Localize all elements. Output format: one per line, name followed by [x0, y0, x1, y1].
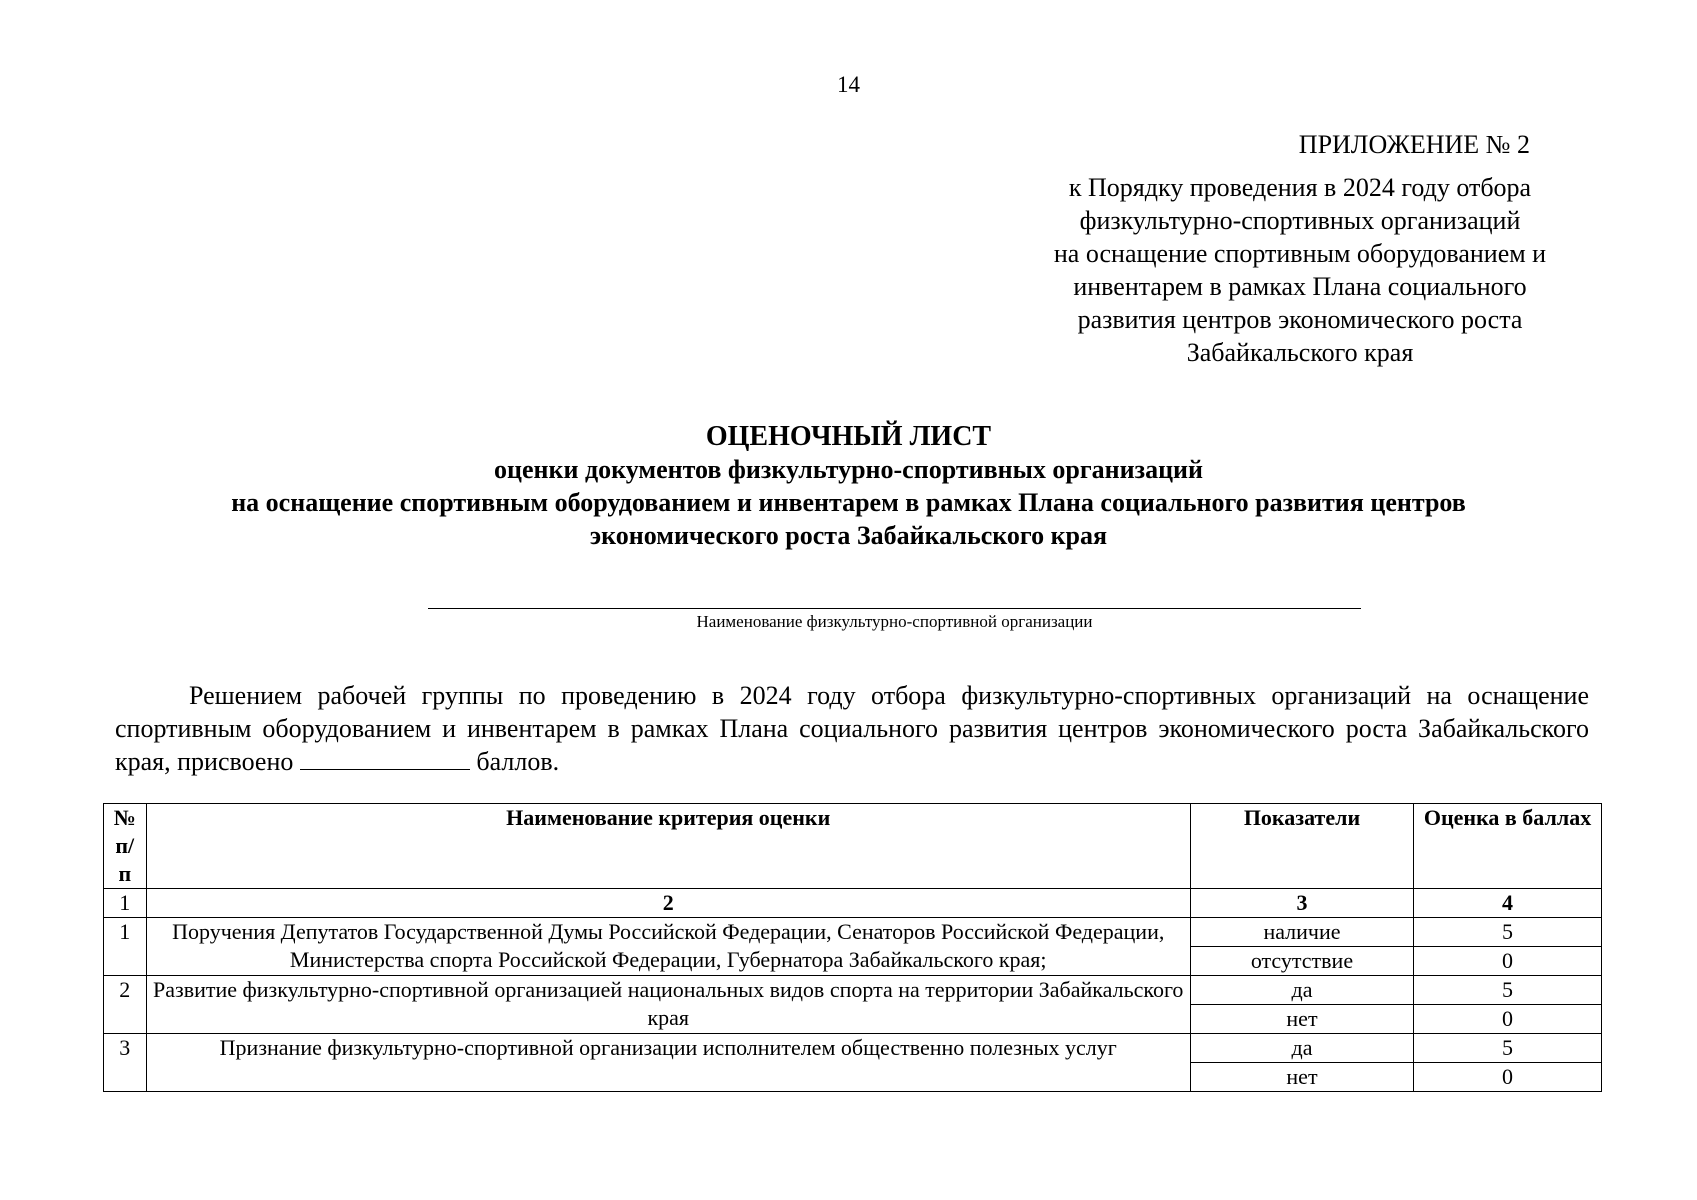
title-line: на оснащение спортивным оборудованием и инвентарем в рамках Плана социального развития центров	[231, 488, 1466, 517]
column-index: 1	[104, 889, 147, 918]
criterion-name: Признание физкультурно-спортивной организации исполнителем общественно полезных услуг	[146, 1034, 1190, 1092]
column-index: 3	[1190, 889, 1413, 918]
column-index: 4	[1414, 889, 1602, 918]
indicator: нет	[1190, 1063, 1413, 1092]
organization-name-caption: Наименование физкультурно-спортивной организации	[696, 612, 1093, 631]
row-num: 1	[104, 918, 147, 976]
title-line: ОЦЕНОЧНЫЙ ЛИСТ	[705, 421, 992, 452]
score: 5	[1414, 918, 1602, 947]
criterion-name: Поручения Депутатов Государственной Думы Российской Федерации, Сенаторов Российской Федерации, Министерства спорта Российской Федерации, Губернатора Забайкальского края;	[146, 918, 1190, 976]
document-title	[0, 420, 1697, 552]
header-name: Наименование критерия оценки	[146, 804, 1190, 889]
score: 0	[1414, 1005, 1602, 1034]
column-index: 2	[146, 889, 1190, 918]
decision-paragraph	[115, 679, 1589, 778]
appendix-line: физкультурно-спортивных организаций	[1079, 206, 1521, 235]
indicator: нет	[1190, 1005, 1413, 1034]
criterion-name: Развитие физкультурно-спортивной организацией национальных видов спорта на территории Забайкальского края	[146, 976, 1190, 1034]
indicator: да	[1190, 976, 1413, 1005]
header-score: Оценка в баллах	[1414, 804, 1602, 889]
score: 5	[1414, 1034, 1602, 1063]
appendix-line: Забайкальского края	[1186, 338, 1414, 367]
header-num: № п/п	[104, 804, 147, 889]
indicator: отсутствие	[1190, 947, 1413, 976]
appendix-line: к Порядку проведения в 2024 году отбора	[1068, 173, 1532, 202]
criteria-table	[103, 803, 1602, 1092]
appendix-title: ПРИЛОЖЕНИЕ № 2	[1298, 130, 1530, 159]
appendix-line: инвентарем в рамках Плана социального	[1073, 272, 1527, 301]
decision-text-end: баллов.	[476, 747, 560, 776]
table-row	[104, 1034, 1602, 1063]
row-num: 3	[104, 1034, 147, 1092]
score-blank	[300, 747, 470, 770]
title-line: экономического роста Забайкальского края	[589, 521, 1108, 550]
indicator: да	[1190, 1034, 1413, 1063]
indicator: наличие	[1190, 918, 1413, 947]
table-header-row	[104, 804, 1602, 889]
appendix-block	[1010, 128, 1590, 369]
appendix-line: развития центров экономического роста	[1077, 305, 1523, 334]
page-number: 14	[837, 72, 860, 97]
score: 0	[1414, 947, 1602, 976]
table-row	[104, 918, 1602, 947]
score: 5	[1414, 976, 1602, 1005]
table-row	[104, 976, 1602, 1005]
decision-text: Решением рабочей группы по проведению в 2024 году отбора физкультурно-спортивных организаций на оснащение спортивным оборудованием и инвентарем в рамках Плана социального развития центров экономического роста Забайкальского края, присвоено	[115, 681, 1589, 776]
score: 0	[1414, 1063, 1602, 1092]
title-line: оценки документов физкультурно-спортивных организаций	[493, 455, 1204, 484]
column-index-row	[104, 889, 1602, 918]
appendix-line: на оснащение спортивным оборудованием и	[1053, 239, 1547, 268]
organization-name-blank	[428, 608, 1361, 609]
row-num: 2	[104, 976, 147, 1034]
header-indicators: Показатели	[1190, 804, 1413, 889]
